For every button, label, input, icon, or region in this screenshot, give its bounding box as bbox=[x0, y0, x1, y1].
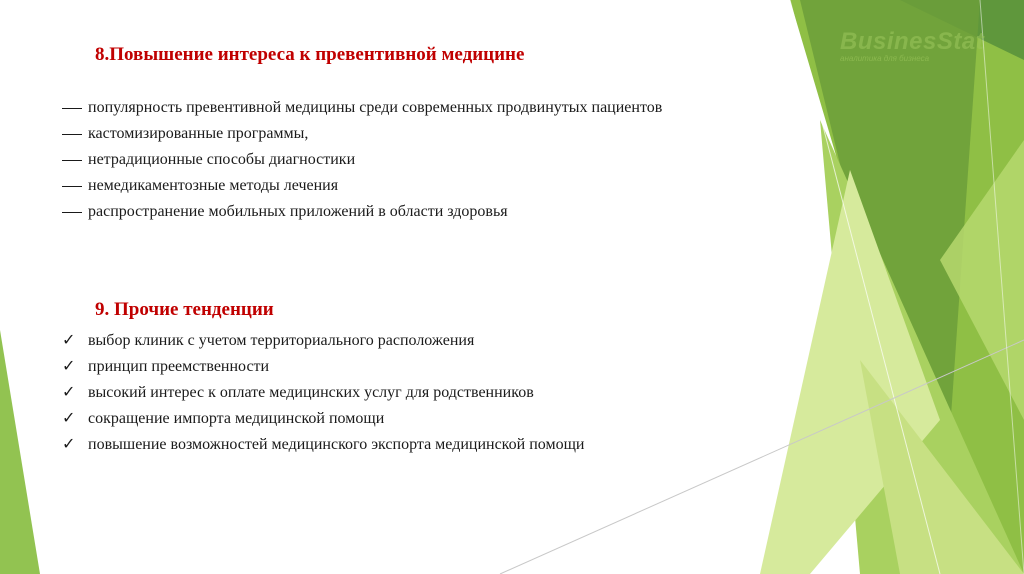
list-item-text: распространение мобильных приложений в области здоровья bbox=[88, 203, 508, 220]
section-9-title: 9. Прочие тенденции bbox=[95, 299, 274, 320]
checkmark-icon: ✓ bbox=[62, 410, 76, 427]
list-item-text: повышение возможностей медицинского экспорта медицинской помощи bbox=[88, 436, 585, 453]
list-item-text: немедикаментозные методы лечения bbox=[88, 177, 339, 194]
dash-bullet-icon bbox=[62, 160, 82, 161]
list-item bbox=[62, 147, 777, 173]
checkmark-icon: ✓ bbox=[62, 384, 76, 401]
list-item bbox=[62, 95, 777, 121]
logo-tagline: аналитика для бизнеса bbox=[840, 54, 930, 63]
dash-bullet-icon bbox=[62, 108, 82, 109]
logo-wordmark: BusinesStat bbox=[840, 28, 985, 55]
list-item-text: популярность превентивной медицины среди современных продвинутых пациентов bbox=[88, 99, 663, 116]
list-item-text: нетрадиционные способы диагностики bbox=[88, 151, 356, 168]
checkmark-icon: ✓ bbox=[62, 436, 76, 453]
businesstat-logo bbox=[840, 28, 1020, 78]
section-9-list bbox=[62, 328, 752, 458]
list-item bbox=[62, 354, 752, 380]
list-item bbox=[62, 199, 777, 225]
list-item bbox=[62, 121, 777, 147]
checkmark-icon: ✓ bbox=[62, 332, 76, 349]
list-item-text: выбор клиник с учетом территориального расположения bbox=[88, 332, 475, 349]
list-item bbox=[62, 173, 777, 199]
list-item-text: принцип преемственности bbox=[88, 358, 270, 375]
checkmark-icon: ✓ bbox=[62, 358, 76, 375]
section-8-list bbox=[62, 95, 777, 225]
dash-bullet-icon bbox=[62, 134, 82, 135]
list-item bbox=[62, 328, 752, 354]
dash-bullet-icon bbox=[62, 186, 82, 187]
list-item-text: кастомизированные программы, bbox=[88, 125, 309, 142]
list-item bbox=[62, 380, 752, 406]
dash-bullet-icon bbox=[62, 212, 82, 213]
list-item bbox=[62, 432, 752, 458]
list-item bbox=[62, 406, 752, 432]
list-item-text: сокращение импорта медицинской помощи bbox=[88, 410, 385, 427]
list-item-text: высокий интерес к оплате медицинских услуг для родственников bbox=[88, 384, 534, 401]
section-8-title: 8.Повышение интереса к превентивной медицине bbox=[95, 44, 525, 65]
